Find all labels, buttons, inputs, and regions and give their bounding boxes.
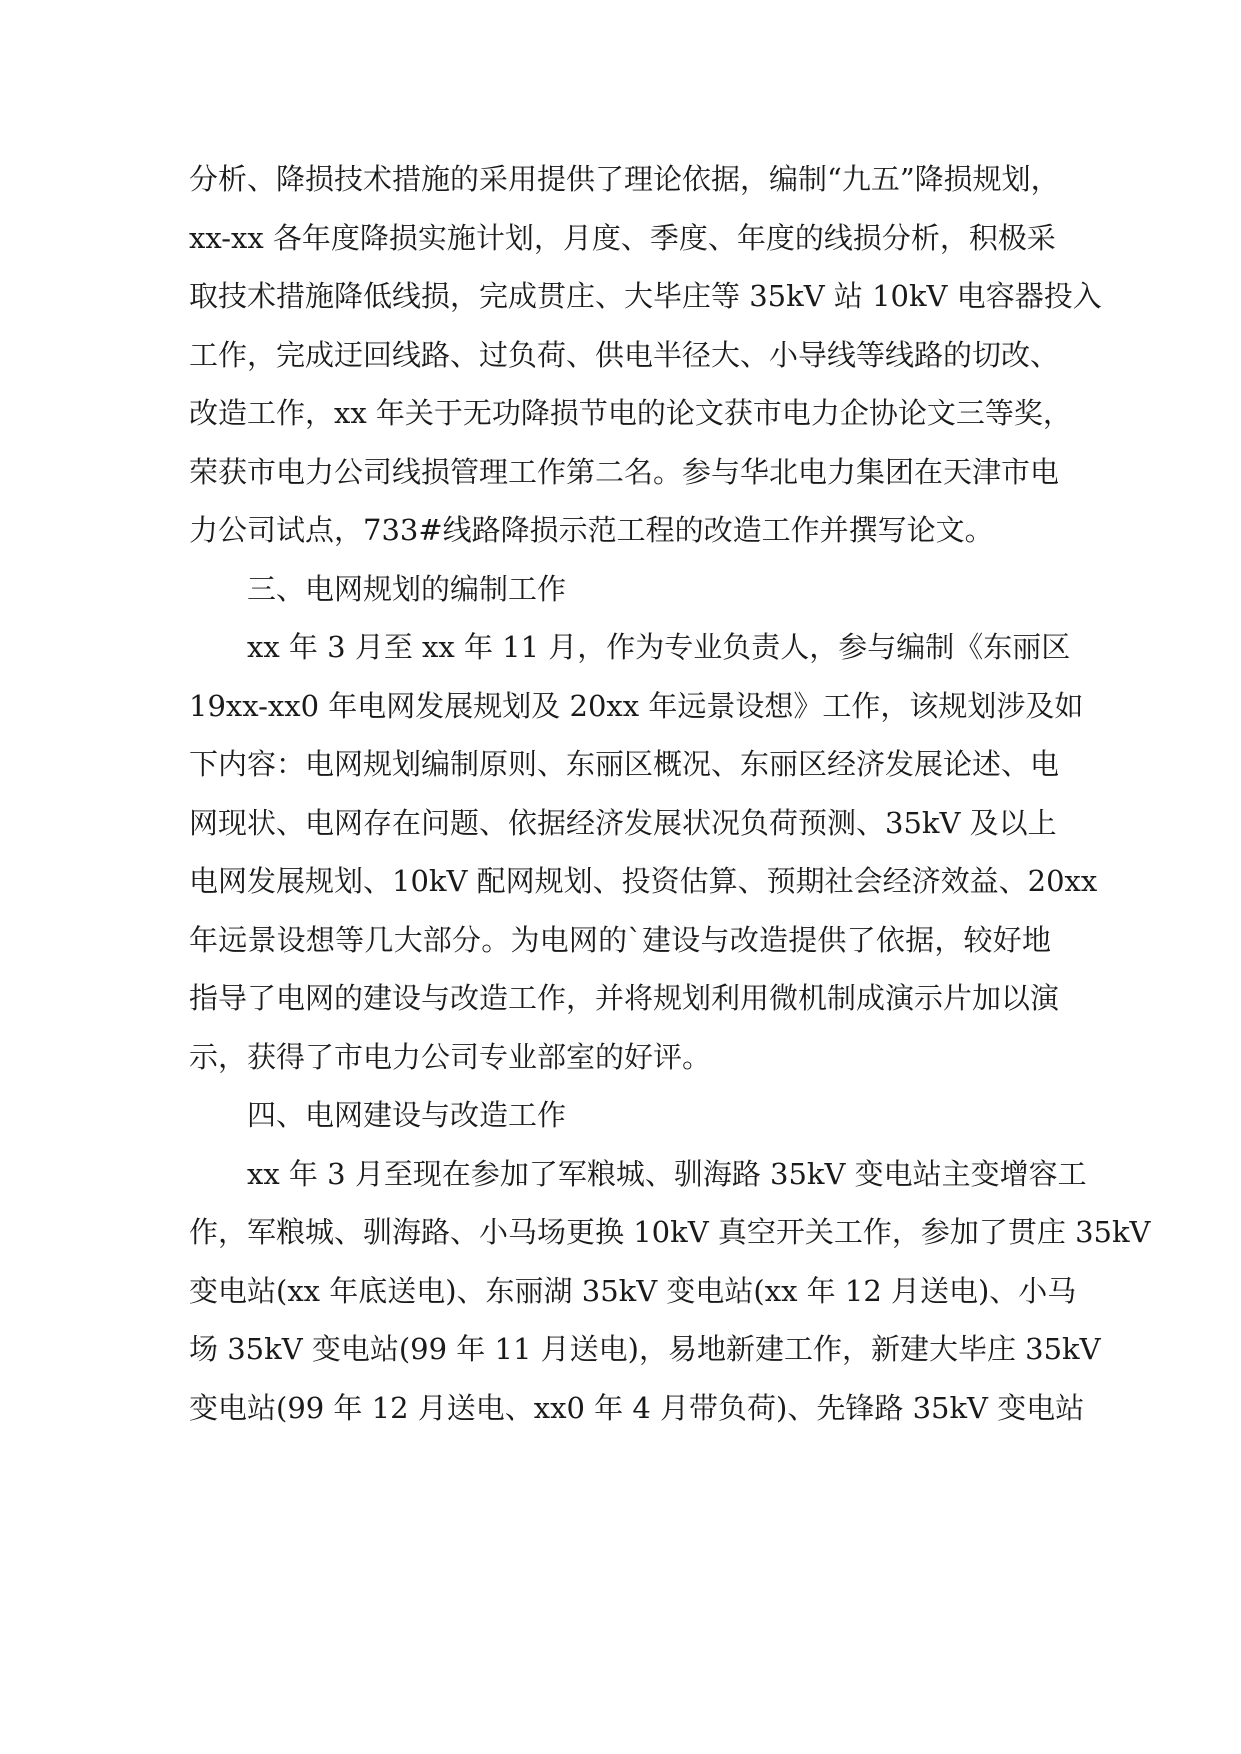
paragraph-line: 场 35kV 变电站(99 年 11 月送电)，易地新建工作，新建大毕庄 35kV <box>189 1332 1101 1366</box>
document-body <box>189 150 1151 1437</box>
paragraph-line: xx 年 3 月至 xx 年 11 月，作为专业负责人，参与编制《东丽区 <box>247 630 1071 664</box>
paragraph-line: 变电站(xx 年底送电)、东丽湖 35kV 变电站(xx 年 12 月送电)、小马 <box>189 1273 1077 1308</box>
section-heading-3: 三、电网规划的编制工作 <box>247 571 567 606</box>
paragraph-line: 网现状、电网存在问题、依据经济发展状况负荷预测、35kV 及以上 <box>189 805 1057 840</box>
paragraph-line: 工作，完成迂回线路、过负荷、供电半径大、小导线等线路的切改、 <box>189 337 1060 372</box>
paragraph-line: xx-xx 各年度降损实施计划，月度、季度、年度的线损分析，积极采 <box>189 220 1056 255</box>
paragraph-line: 年远景设想等几大部分。为电网的`建设与改造提供了依据，较好地 <box>189 922 1051 957</box>
paragraph-line: 电网发展规划、10kV 配网规划、投资估算、预期社会经济效益、20xx <box>189 864 1098 898</box>
paragraph-line: 指导了电网的建设与改造工作，并将规划利用微机制成演示片加以演 <box>189 981 1060 1015</box>
paragraph-line: 19xx-xx0 年电网发展规划及 20xx 年远景设想》工作，该规划涉及如 <box>189 688 1084 723</box>
section-heading-4: 四、电网建设与改造工作 <box>247 1098 567 1132</box>
paragraph-line: 下内容：电网规划编制原则、东丽区概况、东丽区经济发展论述、电 <box>189 747 1060 781</box>
paragraph-line: 改造工作，xx 年关于无功降损节电的论文获市电力企协论文三等奖， <box>189 396 1072 430</box>
paragraph-line: 作，军粮城、驯海路、小马场更换 10kV 真空开关工作，参加了贯庄 35kV <box>189 1215 1151 1249</box>
paragraph-line: 分析、降损技术措施的采用提供了理论依据，编制“九五”降损规划， <box>189 162 1060 196</box>
paragraph-line: 取技术措施降低线损，完成贯庄、大毕庄等 35kV 站 10kV 电容器投入 <box>189 279 1102 313</box>
paragraph-line: xx 年 3 月至现在参加了军粮城、驯海路 35kV 变电站主变增容工 <box>247 1156 1087 1191</box>
paragraph-line: 变电站(99 年 12 月送电、xx0 年 4 月带负荷)、先锋路 35kV 变电站 <box>189 1390 1085 1425</box>
paragraph-line: 荣获市电力公司线损管理工作第二名。参与华北电力集团在天津市电 <box>189 454 1060 489</box>
paragraph-line: 示，获得了市电力公司专业部室的好评。 <box>189 1039 712 1074</box>
paragraph-line: 力公司试点，733#线路降损示范工程的改造工作并撰写论文。 <box>189 513 994 547</box>
